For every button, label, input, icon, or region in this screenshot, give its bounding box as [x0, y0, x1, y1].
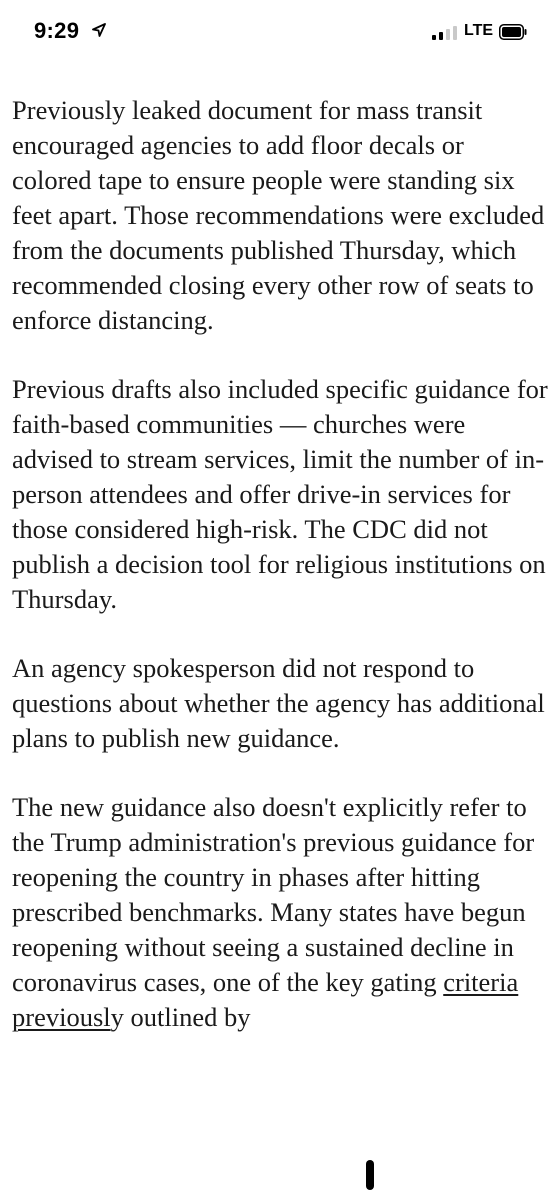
status-time: 9:29 — [34, 18, 80, 43]
article-paragraph-3: An agency spokesperson did not respond to questions about whether the agency has additional plans to publish new guidance. — [12, 653, 545, 753]
status-bar — [0, 0, 554, 70]
text-selection-handle[interactable] — [366, 1160, 374, 1190]
battery-icon — [499, 24, 527, 40]
article-paragraph-4-text: The new guidance also doesn't explicitly refer to the Trump administration's previous guidance for reopening the country in phases after hitting prescribed benchmarks. Many states have begun reopening without seeing a sustained decline in coronavirus cases, one of the key gating — [12, 792, 535, 997]
article-body — [12, 93, 548, 1069]
article-paragraph-4 — [12, 790, 548, 1035]
article-paragraph-2: Previous drafts also included specific guidance for faith-based communities — churches were advised to stream services, limit the number of in-person attendees and offer drive-in services for those considered high-risk. The CDC did not publish a decision tool for religious institutions on Thursday. — [12, 374, 548, 614]
signal-icon — [432, 26, 458, 40]
article-paragraph-1: Previously leaked document for mass transit encouraged agencies to add floor decals or colored tape to ensure people were standing six feet apart. Those recommendations were excluded from the documents published Thursday, which recommended closing every other row of seats to enforce distancing. — [12, 95, 545, 335]
article-paragraph-4-tail: y outlined by — [110, 1002, 251, 1032]
location-arrow-icon — [92, 23, 106, 37]
network-type: LTE — [464, 22, 494, 39]
selected-text[interactable]: criteria previousl — [12, 967, 519, 1032]
